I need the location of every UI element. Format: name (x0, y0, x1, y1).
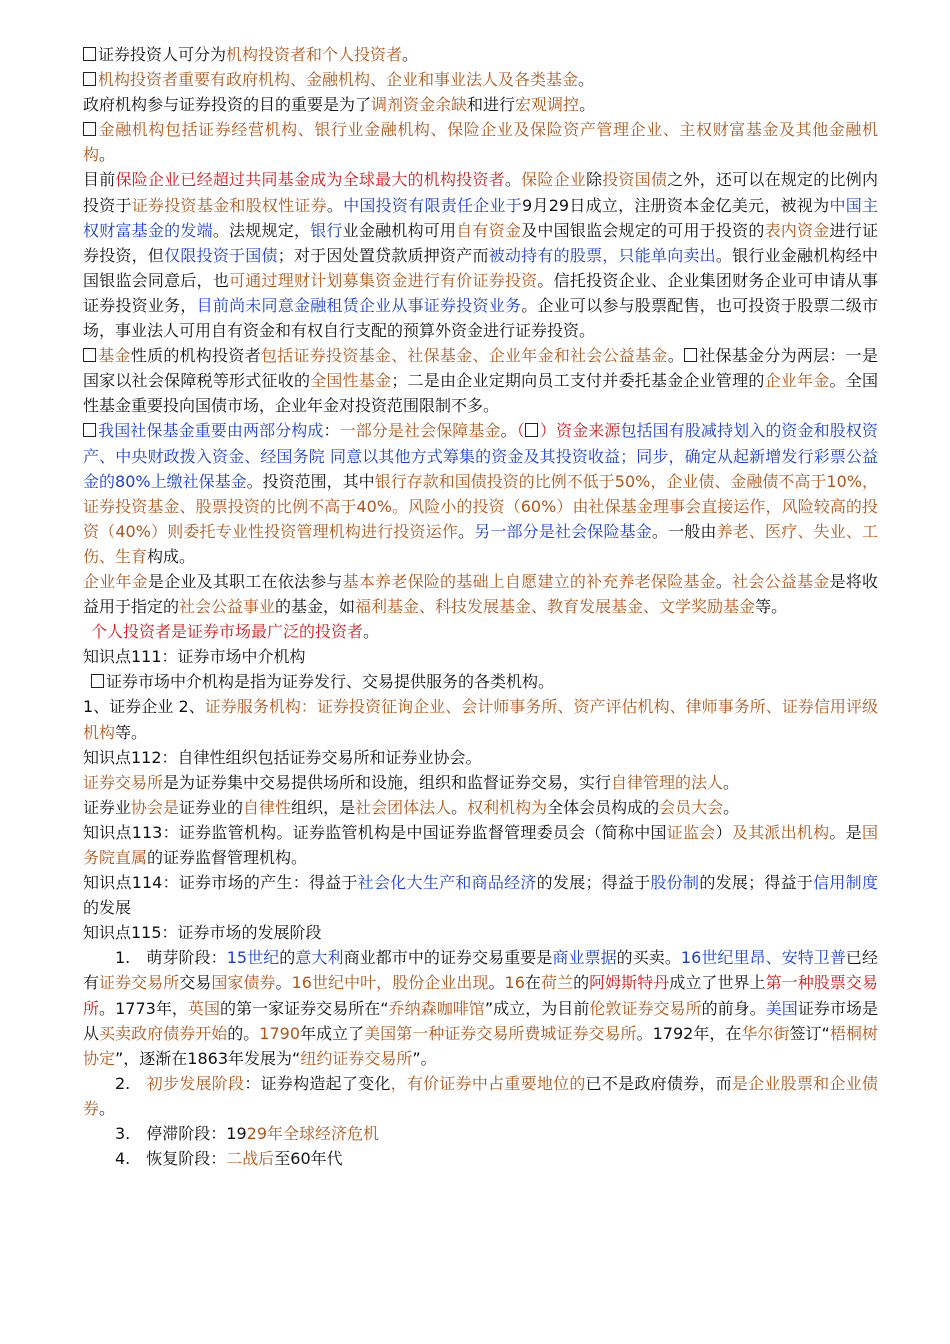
text-segment: 包括国有股减持划入的资金和股权资产、中央财政拨入资金、经国务院 同意以其他方式筹集的资金及其投资收益；同步，确定从起新增发行彩票公益金的80%上缴社保基金 (83, 421, 878, 491)
checkbox-square-icon (684, 348, 697, 362)
paragraph (83, 669, 878, 694)
text-segment: 证监会 (666, 822, 716, 842)
text-segment: 成立了世界上 (669, 973, 766, 993)
text-segment: 的发展；得益于 (699, 873, 814, 893)
text-segment: 进行证券投资，但 (83, 220, 878, 265)
text-segment: 证券业 (83, 797, 132, 817)
text-segment: 3. 停滞阶段：19 (115, 1124, 247, 1144)
text-segment: 会员大会 (659, 797, 724, 817)
text-segment: 。1773年， (99, 998, 188, 1018)
text-segment: 机构投资者和个人投资者 (226, 45, 403, 64)
text-segment: 英国 (187, 998, 220, 1018)
text-segment: 自律性 (243, 797, 292, 817)
text-segment: 4. 恢复阶段： (115, 1149, 227, 1169)
text-segment: 政府机构参与证券投资的目的重要是为了 (83, 95, 372, 115)
paragraph (83, 770, 878, 795)
text-segment: 中国投资有限责任企业于 (343, 195, 522, 215)
checkbox-square-icon (83, 72, 96, 86)
paragraph (83, 1146, 878, 1171)
paragraph (83, 92, 878, 117)
text-segment: 的第一家证券交易所在“ (219, 998, 389, 1018)
paragraph (83, 569, 878, 619)
text-segment: ） (715, 822, 732, 842)
text-segment: 。法规规定， (212, 220, 311, 240)
paragraph (83, 117, 878, 167)
text-segment: 个人投资者是证券市场最广泛的投资者 (91, 622, 364, 642)
text-segment: 养老、医疗、失业、工伤、生育 (83, 521, 878, 566)
text-segment: 。企业可以参与股票配售，也可投资于股票二级市场，事业法人可用自有资金和有权自行支配的预算外资金进行证券投资。 (83, 295, 878, 341)
checkbox-square-icon (83, 47, 96, 61)
text-segment: 及中国银监会规定的可用于投资的 (521, 220, 765, 240)
text-segment: ”成立，为目前 (484, 998, 590, 1018)
paragraph (83, 1071, 878, 1121)
text-segment: 29年全球经济危机 (246, 1124, 380, 1144)
text-segment: 。 (458, 521, 475, 541)
text-segment: 目前尚未同意金融租赁企业从事证券投资业务 (196, 295, 522, 315)
text-segment: 的 (279, 948, 296, 968)
text-segment: 交易 (179, 973, 212, 993)
text-segment: ”，逐渐在1863年发展为“ (115, 1048, 301, 1068)
text-segment: 伦敦证券交易所 (589, 998, 702, 1018)
text-segment: 。 (363, 622, 380, 642)
text-segment: 自律管理的法人 (611, 772, 724, 792)
text-segment: 华尔街 (741, 1023, 790, 1043)
text-segment: 是为证券集中交易提供场所和设施，组织和监督证券交易，实行 (163, 772, 612, 792)
text-segment: 表内资金 (764, 220, 830, 240)
text-segment: 业金融机构可用 (342, 220, 457, 240)
checkbox-square-icon (83, 348, 96, 362)
text-segment: 。 (488, 973, 505, 993)
text-segment: 企业年金 (764, 371, 830, 391)
text-segment: 16 (504, 973, 525, 993)
text-segment: 组织，是 (291, 797, 356, 817)
text-segment: 之外，还可以在规定的比例内投资于 (83, 170, 878, 215)
text-segment: 15世纪 (226, 948, 280, 968)
paragraph (83, 870, 878, 920)
text-segment: 。 (504, 170, 522, 190)
text-segment: 国家债券 (211, 973, 276, 993)
text-segment: 。投资范围，其中 (246, 471, 375, 491)
text-segment: 除 (586, 170, 603, 190)
text-segment: 已不是政府债券，而 (585, 1073, 732, 1093)
text-segment: 知识点113：证券监管机构。证券监管机构是中国证券监督管理委员会（简称中国 (83, 822, 667, 842)
paragraph (83, 644, 878, 669)
text-segment: 社会化大生产和商品经济 (357, 873, 537, 893)
text-segment: 银行 (310, 220, 343, 240)
text-segment: 是企业股票和企业债券 (83, 1073, 878, 1118)
text-segment: 1790 (259, 1023, 301, 1043)
text-segment: 至60年代 (274, 1149, 343, 1169)
text-segment: 1、证券企业 2、 (83, 697, 205, 717)
paragraph (83, 167, 878, 343)
text-segment: 证券投资人可分为 (98, 45, 227, 64)
text-segment: ；对于因处置贷款质押资产而 (277, 245, 489, 265)
text-segment: 。 (99, 1098, 116, 1118)
text-segment: 。 (715, 571, 733, 591)
text-segment: 。 (578, 70, 595, 90)
paragraph (83, 42, 878, 67)
text-segment: 。 (402, 45, 419, 64)
text-segment: 。1792年，在 (636, 1023, 742, 1043)
text-segment: 意大利 (295, 948, 344, 968)
text-segment: 构成。 (147, 546, 196, 566)
text-segment: 。信托投资企业、企业集团财务企业可申请从事证券投资业务， (83, 270, 878, 315)
text-segment: 银行存款和国债投资的比例不低于50%，企业债、金融债不高于10%，证券投资基金、股票投资的比例不高于40%。风险小的投资（60%）由社保基金理事会直接运作，风险较高的投资（40%）则委托专业性投资管理机构进行投资运作 (83, 471, 878, 541)
text-segment: 阿姆斯特丹 (589, 973, 670, 993)
text-segment: 股份制 (650, 873, 700, 893)
paragraph (83, 920, 878, 945)
paragraph (83, 820, 878, 870)
text-segment: 的买卖。 (616, 948, 681, 968)
text-segment: 16世纪中叶，股份企业出现 (291, 973, 489, 993)
text-segment: ）资金来源 (539, 421, 621, 441)
text-segment: 自有资金 (456, 220, 522, 240)
text-segment: （ (516, 421, 525, 441)
text-segment: 9月29日成立，注册资本金亿美元，被视为 (522, 195, 830, 215)
text-segment: ：证券构造起了变化 (244, 1073, 391, 1093)
text-segment: 的 (573, 973, 590, 993)
paragraph (83, 945, 878, 1070)
text-segment: ”。 (412, 1048, 437, 1068)
text-segment: 签订“ (789, 1023, 830, 1043)
text-segment: 一部分是社会保障基金 (339, 421, 501, 441)
text-segment: 。一般由 (651, 521, 717, 541)
text-segment: 全国性基金 (310, 371, 392, 391)
text-segment: 的。 (227, 1023, 260, 1043)
text-segment: 调剂资金余缺 (371, 95, 468, 115)
text-segment: 买卖政府债券开始 (99, 1023, 228, 1043)
text-segment: 等。 (755, 597, 788, 617)
text-segment: 乔纳森咖啡馆 (388, 998, 485, 1018)
text-segment: 知识点114：证券市场的产生：得益于 (83, 873, 358, 893)
text-segment: 。 (723, 797, 740, 817)
text-segment: 仅限投资于国债 (164, 245, 278, 265)
text-segment: 的证券监督管理机构。 (147, 848, 308, 867)
checkbox-square-icon (91, 674, 104, 688)
text-segment: 社会团体法人 (355, 797, 452, 817)
text-segment: 国务院直属 (83, 822, 878, 867)
paragraph (83, 745, 878, 770)
text-segment: 是企业及其职工在依法参与 (147, 571, 343, 591)
paragraph (83, 619, 878, 644)
text-segment: 。全国性基金重要投向国债市场，企业年金对投资范围限制不多。 (83, 371, 878, 416)
text-segment: 社保基金分为两层：一是国家以社会保障税等形式征收的 (83, 346, 878, 391)
text-segment: 知识点111：证券市场中介机构 (83, 647, 306, 667)
checkbox-square-icon (83, 122, 96, 136)
text-segment: 。 (500, 421, 517, 441)
text-segment: 保险企业已经超过共同基金成为全球最大的机构投资者 (115, 170, 505, 190)
text-segment: 投资国债 (602, 170, 668, 190)
text-segment: 证券投资基金和股权性证券 (131, 195, 327, 215)
text-segment: 。 (579, 95, 596, 115)
text-segment: 的前身。 (701, 998, 766, 1018)
text-segment: 。 (326, 195, 344, 215)
text-segment: 。 (667, 346, 684, 366)
text-segment: 。 (723, 772, 740, 792)
text-segment: 是将收益用于指定的 (83, 571, 878, 617)
text-segment: 企业年金 (83, 571, 148, 591)
text-segment: 包括证券投资基金、社保基金、企业年金和社会公益基金 (260, 346, 668, 366)
text-segment: 16世纪里昂、安特卫普 (680, 948, 846, 968)
text-segment: 证券交易所 (99, 973, 180, 993)
text-segment: 机构投资者重要有政府机构、金融机构、企业和事业法人及各类基金 (98, 70, 579, 90)
paragraph (83, 343, 878, 418)
text-segment: 金融机构包括证券经营机构、银行业金融机构、保险企业及保险资产管理企业、主权财富基金及其他金融机构 (83, 120, 878, 165)
paragraph (83, 795, 878, 820)
text-segment: 。 (99, 145, 116, 165)
text-segment: 信用制度 (813, 873, 878, 893)
paragraph (83, 694, 878, 744)
text-segment: 。 (451, 797, 468, 817)
text-segment: 知识点112：自律性组织包括证券交易所和证券业协会。 (83, 747, 482, 767)
text-segment: 社会公益事业 (179, 597, 276, 617)
text-segment: 证券交易所 (83, 772, 164, 792)
text-segment: 。银行业金融机构经中国银监会同意后，也 (83, 245, 878, 290)
text-segment: 另一部分是社会保险基金 (474, 521, 652, 541)
text-segment: 初步发展阶段 (146, 1073, 245, 1093)
text-segment: 目前 (83, 170, 116, 190)
text-segment: 基金 (98, 346, 131, 366)
paragraph (83, 1121, 878, 1146)
text-segment: 社会公益基金 (732, 571, 830, 591)
text-segment: 等。 (115, 722, 148, 742)
text-segment: 美国 (765, 998, 798, 1018)
text-segment: 的发展；得益于 (536, 873, 651, 893)
text-segment: 的基金，如 (275, 597, 356, 617)
text-segment: 证券服务机构：证券投资征询企业、会计师事务所、资产评估机构、律师事务所、证券信用评级机构 (83, 697, 878, 742)
text-segment: 的发展 (83, 898, 132, 918)
text-segment: 及其派出机构 (731, 822, 830, 842)
text-segment: 证券市场是从 (83, 998, 878, 1043)
text-segment: 已经有 (83, 948, 878, 993)
text-segment: 我国社保基金重要由两部分构成 (98, 421, 324, 441)
text-segment: 可通过理财计划募集资金进行有价证券投资 (229, 270, 538, 290)
text-segment: 梧桐树协定 (83, 1023, 878, 1068)
text-segment: 美国第一种证券交易所费城证券交易所 (364, 1023, 637, 1043)
text-segment: 。 (275, 973, 292, 993)
text-segment: 荷兰 (540, 973, 574, 993)
text-segment: 2. (115, 1073, 147, 1093)
text-segment: 商业票据 (552, 948, 617, 968)
text-segment: 权利机构为 (467, 797, 548, 817)
text-segment: 年成立了 (300, 1023, 365, 1043)
text-segment: 1. 萌芽阶段： (115, 948, 227, 968)
text-segment: 纽约证券交易所 (300, 1048, 413, 1068)
text-segment: 性质的机构投资者 (130, 346, 261, 366)
checkbox-square-icon (83, 423, 96, 437)
text-segment: 证券市场中介机构是指为证券发行、交易提供服务的各类机构。 (106, 672, 555, 692)
text-segment: 知识点115：证券市场的发展阶段 (83, 923, 322, 943)
text-segment: 。是 (829, 822, 862, 842)
text-segment: 和进行 (467, 95, 516, 115)
text-segment: 商业都市中的证券交易重要是 (343, 948, 553, 968)
text-segment: ： (323, 421, 340, 441)
paragraph (83, 418, 878, 569)
text-segment: 证券业的 (179, 797, 244, 817)
checkbox-square-icon (525, 423, 538, 437)
text-segment: 基本养老保险的基础上自愿建立的补充养老保险基金 (342, 571, 716, 591)
text-segment: 第一种股票交易所 (83, 973, 878, 1018)
text-segment: ，有价证券中占重要地位的 (390, 1073, 586, 1093)
paragraph (83, 67, 878, 92)
text-segment: 保险企业 (521, 170, 587, 190)
text-segment: 中国主权财富基金的发端 (83, 195, 878, 240)
text-segment: ；二是由企业定期向员工支付并委托基金企业管理的 (391, 371, 765, 391)
text-segment: 宏观调控 (515, 95, 580, 115)
text-segment: 被动持有的股票，只能单向卖出 (488, 245, 716, 265)
text-segment: 在 (524, 973, 541, 993)
text-segment: 二战后 (226, 1149, 275, 1169)
text-segment: 协会是 (131, 797, 180, 817)
text-segment: 福利基金、科技发展基金、教育发展基金、文学奖励基金 (355, 597, 756, 617)
text-segment: 全体会员构成的 (547, 797, 660, 817)
